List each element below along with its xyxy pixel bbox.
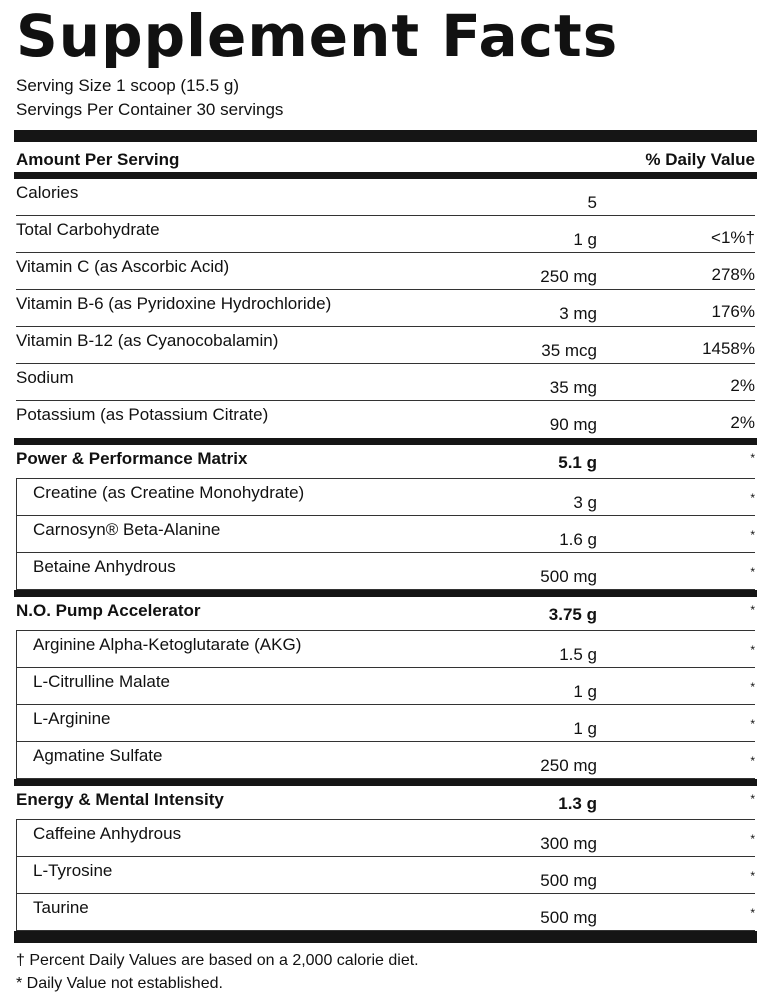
ingredient-name: L-Arginine [33,709,111,728]
divider-thick [14,931,757,943]
ingredient-dv: * [750,565,755,579]
daily-value-label: % Daily Value [645,150,755,169]
ingredient-dv: * [750,643,755,657]
footnote-dagger: † Percent Daily Values are based on a 2,000 calorie diet. [16,952,419,969]
nutrient-row [16,216,755,253]
ingredient-amount: 1.5 g [559,645,597,664]
ingredient-dv: * [750,869,755,883]
nutrient-row [16,401,755,438]
ingredient-row [17,516,755,553]
ingredient-name: Arginine Alpha-Ketoglutarate (AKG) [33,635,302,654]
ingredient-amount: 500 mg [540,567,597,586]
ingredient-row [17,631,755,668]
nutrient-name: Sodium [16,368,74,387]
nutrient-row [16,253,755,290]
ingredient-name: Caffeine Anhydrous [33,824,182,843]
nutrient-amount: 3 mg [559,304,597,323]
divider-medium [14,438,757,445]
ingredient-dv: * [750,832,755,846]
ingredient-name: Agmatine Sulfate [33,746,163,765]
nutrient-amount: 5 [587,193,597,212]
ingredient-amount: 3 g [573,493,597,512]
nutrient-dv: 176% [711,302,755,321]
nutrient-name: Calories [16,183,79,202]
footnote-star: * Daily Value not established. [16,975,223,992]
ingredient-amount: 1.6 g [559,530,597,549]
nutrient-amount: 1 g [573,230,597,249]
nutrient-list [16,179,755,438]
nutrient-name: Potassium (as Potassium Citrate) [16,405,269,424]
blend-dv: * [750,603,755,617]
nutrient-dv: 1458% [702,339,755,358]
nutrient-dv: 278% [711,265,755,284]
amount-per-serving-label: Amount Per Serving [16,150,180,169]
blend-name: Power & Performance Matrix [16,449,248,468]
nutrient-amount: 35 mcg [541,341,597,360]
ingredient-dv: * [750,906,755,920]
ingredient-row [17,820,755,857]
nutrient-name: Vitamin B-6 (as Pyridoxine Hydrochloride) [16,294,332,313]
nutrient-name: Vitamin C (as Ascorbic Acid) [16,257,230,276]
nutrient-row [16,290,755,327]
ingredient-name: Carnosyn® Beta-Alanine [33,520,221,539]
nutrient-amount: 35 mg [549,378,597,397]
ingredient-row [17,553,755,590]
ingredient-name: Creatine (as Creatine Monohydrate) [33,483,305,502]
blend-row [16,445,755,479]
divider-medium [14,172,757,179]
ingredient-name: L-Tyrosine [33,861,113,880]
divider-medium [14,779,757,786]
nutrient-dv: 2% [730,376,755,395]
panel-title: Supplement Facts [16,2,619,70]
ingredient-dv: * [750,528,755,542]
nutrient-amount: 90 mg [549,415,597,434]
blend-row [16,597,755,631]
ingredient-amount: 1 g [573,682,597,701]
ingredient-row [17,857,755,894]
blend-name: N.O. Pump Accelerator [16,601,201,620]
nutrient-amount: 250 mg [540,267,597,286]
blend-items [16,820,755,931]
ingredient-amount: 300 mg [540,834,597,853]
ingredient-amount: 500 mg [540,908,597,927]
ingredient-row [17,705,755,742]
servings-per-container: Servings Per Container 30 servings [16,100,284,119]
blend-amount: 3.75 g [548,605,597,624]
ingredient-amount: 1 g [573,719,597,738]
ingredient-dv: * [750,680,755,694]
ingredient-row [17,479,755,516]
blend-items [16,631,755,779]
nutrient-dv: <1%† [711,228,755,247]
ingredient-dv: * [750,754,755,768]
blend-amount: 5.1 g [558,453,597,472]
nutrient-row [16,364,755,401]
nutrient-dv: 2% [730,413,755,432]
ingredient-dv: * [750,717,755,731]
serving-size: Serving Size 1 scoop (15.5 g) [16,76,240,95]
blend-row [16,786,755,820]
ingredient-row [17,668,755,705]
nutrient-name: Total Carbohydrate [16,220,160,239]
footnotes [16,943,755,995]
column-header [16,142,755,172]
ingredient-name: L-Citrulline Malate [33,672,170,691]
ingredient-row [17,894,755,931]
ingredient-row [17,742,755,779]
ingredient-name: Betaine Anhydrous [33,557,176,576]
divider-medium [14,590,757,597]
blend-name: Energy & Mental Intensity [16,790,224,809]
blend-dv: * [750,451,755,465]
nutrient-row [16,179,755,216]
ingredient-amount: 250 mg [540,756,597,775]
blend-amount: 1.3 g [558,794,597,813]
blend-dv: * [750,792,755,806]
ingredient-name: Taurine [33,898,89,917]
nutrient-name: Vitamin B-12 (as Cyanocobalamin) [16,331,279,350]
nutrient-row [16,327,755,364]
ingredient-dv: * [750,491,755,505]
blend-items [16,479,755,590]
ingredient-amount: 500 mg [540,871,597,890]
